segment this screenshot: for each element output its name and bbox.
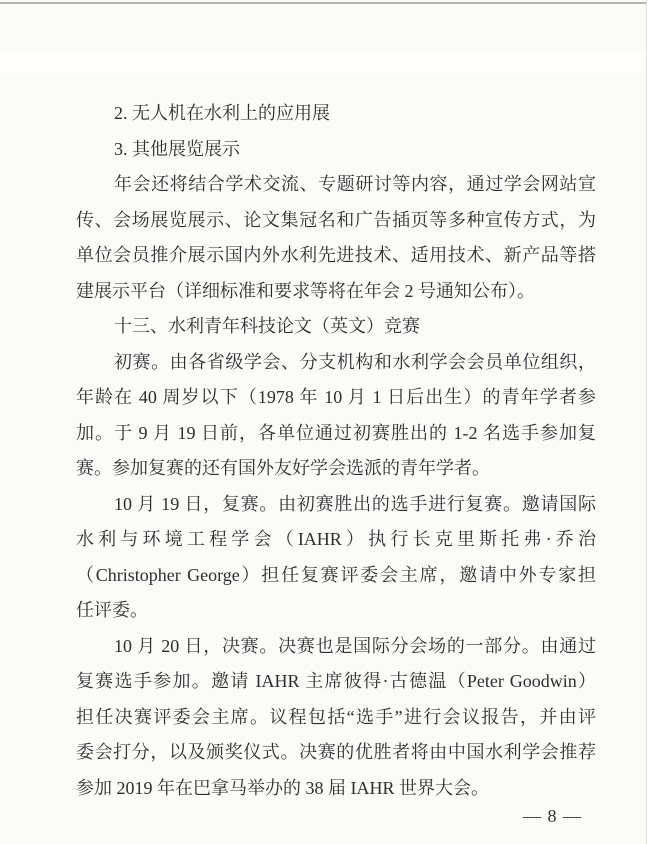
text-line: 3. 其他展览展示	[114, 138, 240, 159]
page-number: — 8 —	[523, 806, 582, 826]
text-line: 10 月 19 日，复赛。由初赛胜出的选手进行复赛。邀请国际	[114, 493, 596, 514]
text-line: 年龄在 40 周岁以下（1978 年 10 月 1 日后出生）的青年学者参	[76, 387, 596, 407]
page-right-edge	[646, 0, 669, 844]
scan-top-edge	[0, 2, 646, 4]
text-line: 传、会场展览展示、论文集冠名和广告插页等多种宣传方式，为	[76, 209, 596, 230]
paragraph-semifinal-round	[76, 487, 596, 629]
text-line: 2. 无人机在水利上的应用展	[114, 103, 330, 123]
text-line: 10 月 20 日，决赛。决赛也是国际分会场的一部分。由通过	[114, 635, 596, 656]
text-line: 委会打分，以及颁奖仪式。决赛的优胜者将由中国水利学会推荐	[76, 742, 596, 762]
text-line: 年会还将结合学术交流、专题研讨等内容，通过学会网站宣	[114, 174, 596, 194]
text-line: 建展示平台（详细标准和要求等将在年会 2 号通知公布）。	[76, 280, 535, 301]
paragraph-promotion-platform	[76, 167, 596, 309]
text-line: 担任决赛评委会主席。议程包括“选手”进行会议报告，并由评	[76, 706, 596, 727]
text-line: 参加 2019 年在巴拿马举办的 38 届 IAHR 世界大会。	[76, 777, 489, 798]
list-item-uav-exhibition	[76, 96, 596, 132]
text-line: （Christopher George）担任复赛评委会主席，邀请中外专家担	[76, 564, 596, 585]
text-line: 赛。参加复赛的还有国外友好学会选派的青年学者。	[76, 458, 490, 478]
list-item-other-exhibition	[76, 132, 596, 168]
heading-section-13	[76, 309, 596, 345]
text-line: 十三、水利青年科技论文（英文）竞赛	[114, 316, 420, 336]
scan-light-band	[0, 52, 646, 74]
document-content	[76, 96, 596, 806]
text-line: 复赛选手参加。邀请 IAHR 主席彼得·古德温（Peter Goodwin）	[76, 671, 596, 691]
text-line: 水利与环境工程学会（IAHR）执行长克里斯托弗·乔治	[76, 529, 596, 549]
text-line: 任评委。	[76, 600, 148, 620]
text-line: 初赛。由各省级学会、分支机构和水利学会会员单位组织，	[114, 351, 596, 372]
paragraph-final-round	[76, 629, 596, 807]
paragraph-preliminary-round	[76, 345, 596, 487]
text-line: 单位会员推介展示国内外水利先进技术、适用技术、新产品等搭	[76, 245, 596, 265]
text-line: 加。于 9 月 19 日前，各单位通过初赛胜出的 1-2 名选手参加复	[76, 422, 596, 443]
